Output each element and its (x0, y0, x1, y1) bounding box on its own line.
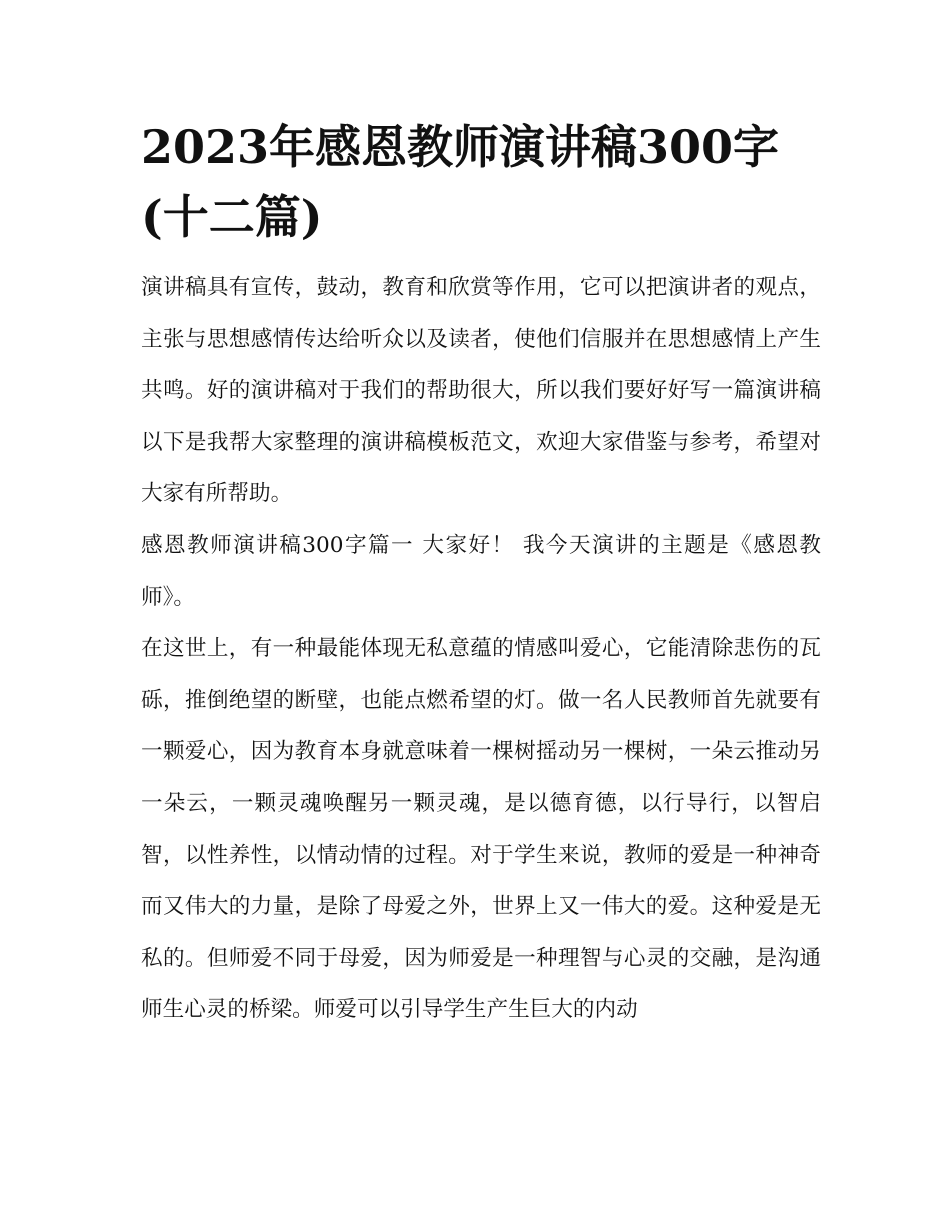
document-title: 2023年感恩教师演讲稿300字(十二篇) (141, 120, 780, 244)
intro-paragraph: 演讲稿具有宣传，鼓动，教育和欣赏等作用，它可以把演讲者的观点，主张与思想感情传达给听众以及读者，使他们信服并在思想感情上产生共鸣。好的演讲稿对于我们的帮助很大，所以我们要好好写一篇演讲稿以下是我帮大家整理的演讲稿模板范文，欢迎大家借鉴与参考，希望对大家有所帮助。 (141, 275, 821, 507)
speech-heading-paragraph: 感恩教师演讲稿300字篇一 大家好！ 我今天演讲的主题是《感恩教师》。 (141, 532, 821, 610)
body-paragraph: 在这世上，有一种最能体现无私意蕴的情感叫爱心，它能清除悲伤的瓦砾，推倒绝望的断壁，也能点燃希望的灯。做一名人民教师首先就要有一颗爱心，因为教育本身就意味着一棵树摇动另一棵树，一朵云推动另一朵云，一颗灵魂唤醒另一颗灵魂，是以德育德，以行导行，以智启智，以性养性，以情动情的过程。对于学生来说，教师的爱是一种神奇而又伟大的力量，是除了母爱之外，世界上又一伟大的爱。这种爱是无私的。但师爱不同于母爱，因为师爱是一种理智与心灵的交融，是沟通师生心灵的桥梁。师爱可以引导学生产生巨大的内动 (141, 636, 821, 1023)
document-content (141, 112, 821, 1036)
